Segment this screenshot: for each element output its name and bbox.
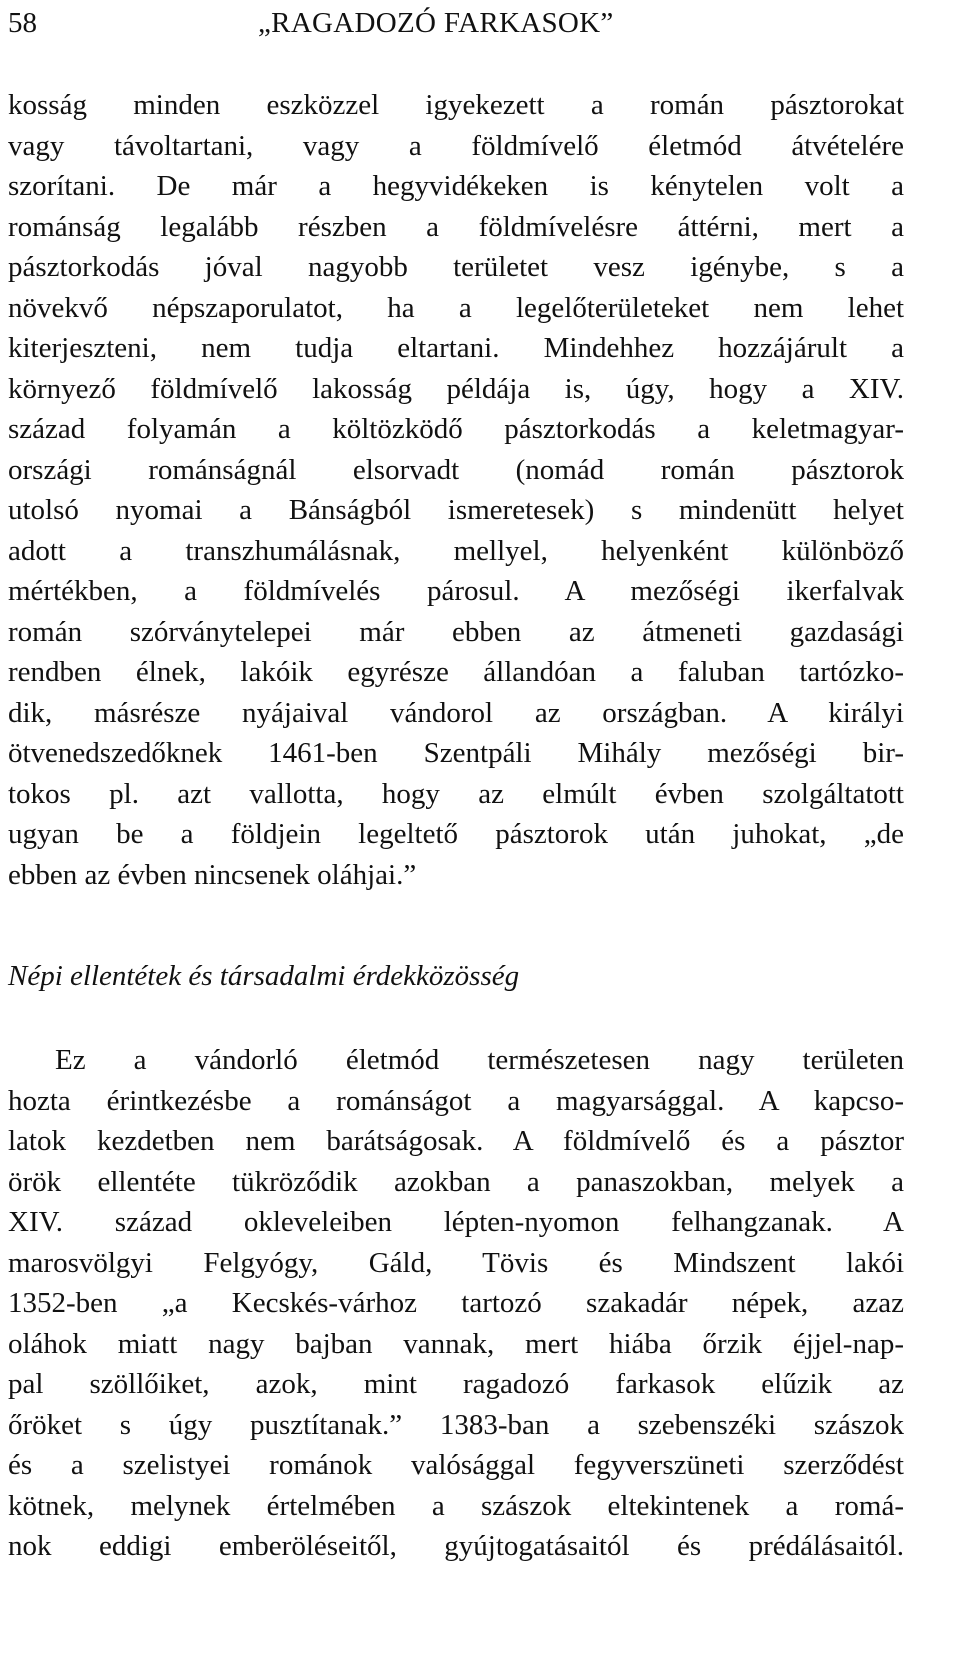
text-line: század folyamán a költözködő pásztorkodás a keletmagyar- (8, 413, 904, 445)
text-line: növekvő népszaporulatot, ha a legelőterületeket nem lehet (8, 291, 904, 324)
text-line: országi románságnál elsorvadt (nomád román pásztorok (8, 453, 904, 486)
book-page (8, 0, 904, 1562)
text-line: ugyan be a földjein legeltető pásztorok után juhokat, „de (8, 818, 904, 850)
text-line: őröket s úgy pusztítanak.” 1383-ban a szebenszéki szászok (8, 1408, 904, 1441)
text-line: szorítani. De már a hegyvidékeken is kénytelen volt a (8, 170, 904, 202)
text-line: mértékben, a földmívelés párosul. A mezőségi ikerfalvak (8, 575, 904, 607)
paragraph-2 (8, 1040, 904, 1567)
text-line: hozta érintkezésbe a románságot a magyarsággal. A kapcso- (8, 1084, 904, 1117)
page-header (8, 0, 904, 52)
text-line: kiterjeszteni, nem tudja eltartani. Mindehhez hozzájárult a (8, 332, 904, 364)
text-line: oláhok miatt nagy bajban vannak, mert hiába őrzik éjjel-nap- (8, 1327, 904, 1360)
text-line: környező földmívelő lakosság példája is, úgy, hogy a XIV. (8, 372, 904, 405)
text-line: vagy távoltartani, vagy a földmívelő életmód átvételére (8, 129, 904, 162)
page-number: 58 (8, 7, 37, 39)
text-line: ötvenedszedőknek 1461-ben Szentpáli Mihály mezőségi bir- (8, 737, 904, 769)
text-line: marosvölgyi Felgyógy, Gáld, Tövis és Mindszent lakói (8, 1246, 904, 1279)
text-line: kosság minden eszközzel igyekezett a román pásztorokat (8, 89, 904, 121)
text-line: román szórványtelepei már ebben az átmeneti gazdasági (8, 615, 904, 648)
section-heading: Népi ellentétek és társadalmi érdekközösség (8, 960, 520, 992)
text-line: nok eddigi emberöléseitől, gyújtogatásaitól és prédálásaitól. (8, 1530, 904, 1562)
text-line: latok kezdetben nem barátságosak. A földmívelő és a pásztor (8, 1125, 904, 1157)
text-line: románság legalább részben a földmívelésre áttérni, mert a (8, 210, 904, 243)
text-line: pal szöllőiket, azok, mint ragadozó farkasok elűzik az (8, 1368, 904, 1400)
text-line: pásztorkodás jóval nagyobb területet vesz igénybe, s a (8, 251, 904, 283)
text-line: XIV. század okleveleiben lépten-nyomon felhangzanak. A (8, 1206, 904, 1238)
text-line: 1352-ben „a Kecskés-várhoz tartozó szakadár népek, azaz (8, 1287, 904, 1319)
text-line: rendben élnek, lakóik egyrésze állandóan a faluban tartózko- (8, 656, 904, 688)
text-line: és a szelistyei románok valósággal fegyverszüneti szerződést (8, 1449, 904, 1481)
text-line: Ez a vándorló életmód természetesen nagy területen (55, 1044, 904, 1076)
text-line: adott a transzhumálásnak, mellyel, helyenként különböző (8, 534, 904, 567)
running-title: „RAGADOZÓ FARKASOK” (258, 7, 614, 39)
text-line: dik, másrésze nyájaival vándorol az országban. A királyi (8, 696, 904, 729)
paragraph-1 (8, 85, 904, 895)
text-line: örök ellentéte tükröződik azokban a panaszokban, melyek a (8, 1165, 904, 1198)
text-line: ebben az évben nincsenek oláhjai.” (8, 858, 417, 891)
text-line: tokos pl. azt vallotta, hogy az elmúlt évben szolgáltatott (8, 777, 904, 810)
text-line: kötnek, melynek értelmében a szászok eltekintenek a romá- (8, 1489, 904, 1522)
text-line: utolsó nyomai a Bánságból ismeretesek) s mindenütt helyet (8, 494, 904, 526)
